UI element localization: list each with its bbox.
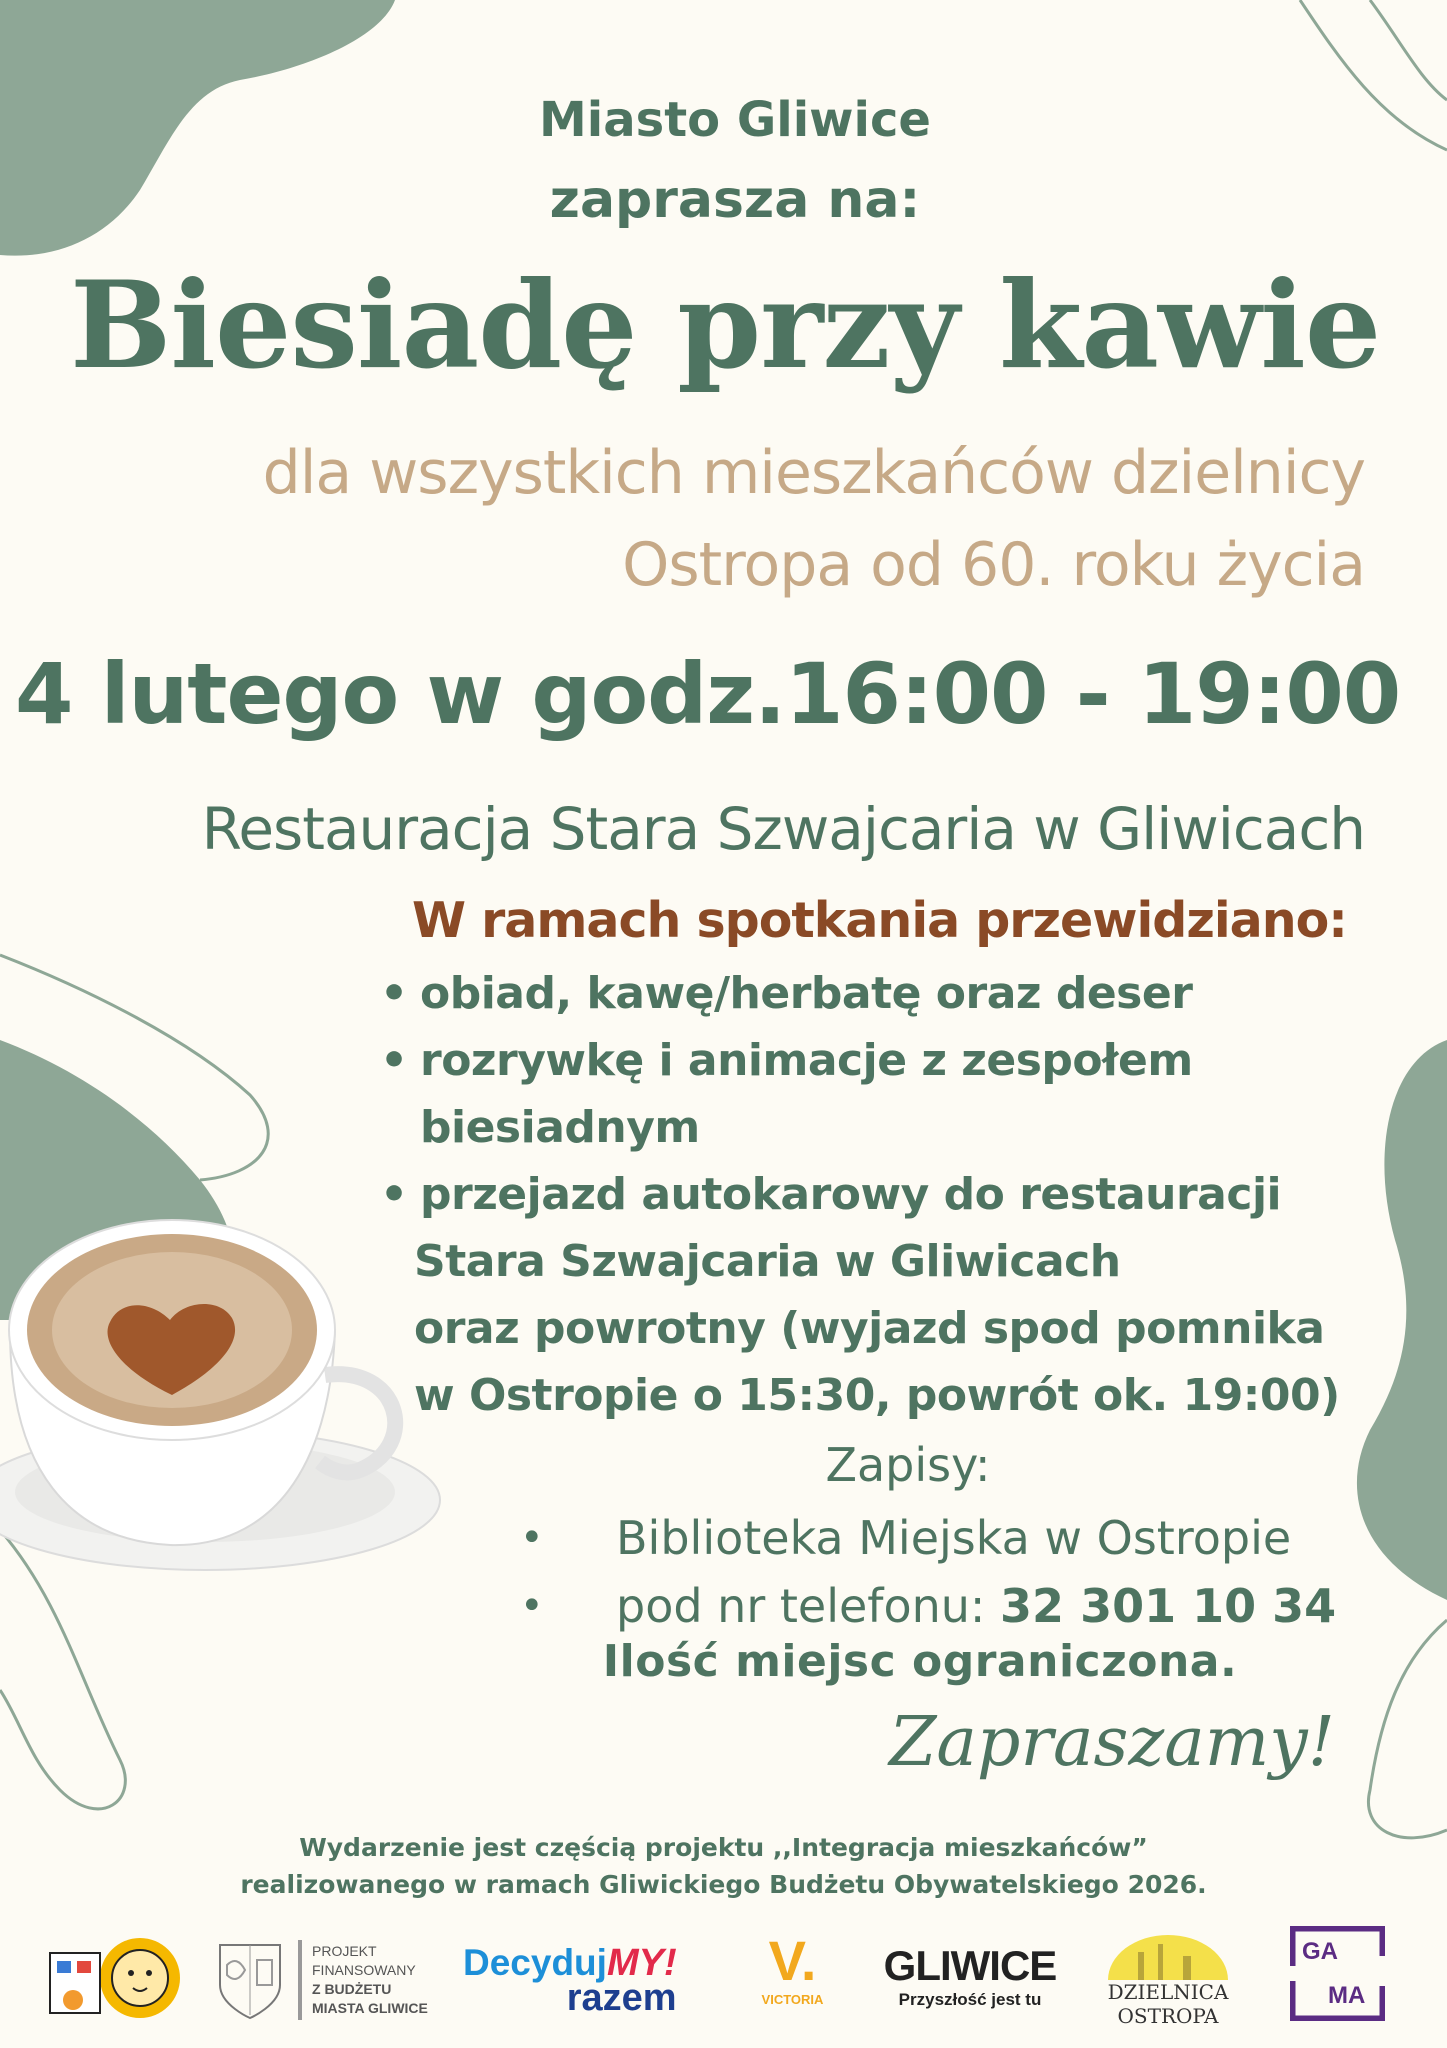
divider	[298, 1940, 302, 2020]
bullet-icon: •	[380, 1035, 408, 1086]
gliwice-logo: GLIWICE Przyszłość jest tu	[883, 1942, 1057, 2009]
coffee-cup-illustration	[0, 1220, 440, 1570]
event-date: 4 lutego w godz.16:00 - 19:00	[15, 645, 1401, 743]
list-item: • obiad, kawę/herbatę oraz deser	[380, 960, 1340, 1027]
closing-text: Zapraszamy!	[889, 1703, 1335, 1782]
bullet-icon: •	[380, 968, 408, 1019]
list-item: • Biblioteka Miejska w Ostropie	[520, 1504, 1336, 1572]
list-item-continuation: Stara Szwajcaria w Gliwicach	[414, 1236, 1121, 1287]
plan-title: W ramach spotkania przewidziano:	[412, 892, 1347, 949]
sponsor-logos	[0, 1920, 1447, 2040]
event-venue: Restauracja Stara Szwajcaria w Gliwicach	[201, 795, 1365, 863]
projekt-finansowany-text: PROJEKT FINANSOWANY Z BUDŻETU MIASTA GLIWICE	[312, 1943, 428, 2016]
header-line2: zaprasza na:	[549, 170, 921, 230]
footer-line1: Wydarzenie jest częścią projektu ,,Integracja mieszkańców”	[299, 1833, 1148, 1862]
footer-line2: realizowanego w ramach Gliwickiego Budżetu Obywatelskiego 2026.	[240, 1870, 1207, 1899]
list-item: • przejazd autokarowy do restauracji	[380, 1161, 1340, 1228]
bullet-icon: •	[520, 1515, 544, 1561]
list-item-continuation: w Ostropie o 15:30, powrót ok. 19:00)	[414, 1370, 1340, 1421]
gama-logo: GA MA	[1290, 1926, 1385, 2021]
bullet-icon: •	[520, 1583, 544, 1629]
registration-list	[520, 1504, 1336, 1640]
subtitle-line1: dla wszystkich mieszkańców dzielnicy	[262, 438, 1365, 508]
registration-label: Zapisy:	[825, 1438, 991, 1492]
lion-gear-logo	[45, 1928, 185, 2028]
right-blob	[1357, 1040, 1447, 1600]
sun-skyline-icon	[1098, 1930, 1238, 1980]
bullet-icon: •	[380, 1169, 408, 1220]
subtitle-line2: Ostropa od 60. roku życia	[622, 530, 1365, 600]
list-item: • rozrywkę i animacje z zespołem	[380, 1027, 1340, 1094]
top-right-lines-2	[1370, 0, 1447, 100]
victoria-logo: V. VICTORIA	[761, 1929, 824, 2007]
plan-list	[380, 960, 1340, 1429]
header-line1: Miasto Gliwice	[539, 92, 931, 148]
city-crest-icon	[215, 1940, 285, 2020]
phone-number: 32 301 10 34	[1000, 1579, 1337, 1633]
list-item-continuation: biesiadnym	[420, 1102, 700, 1153]
list-item-continuation: oraz powrotny (wyjazd spod pomnika	[414, 1303, 1325, 1354]
dzielnica-ostropa-logo: DZIELNICA OSTROPA	[1098, 1930, 1238, 2030]
event-title: Biesiadę przy kawie	[70, 255, 1381, 396]
limited-seats-note: Ilość miejsc ograniczona.	[602, 1636, 1238, 1687]
decyduj-my-razem-logo: DecydujMY! razem	[463, 1942, 677, 2019]
list-item: • pod nr telefonu: 32 301 10 34	[520, 1572, 1336, 1640]
